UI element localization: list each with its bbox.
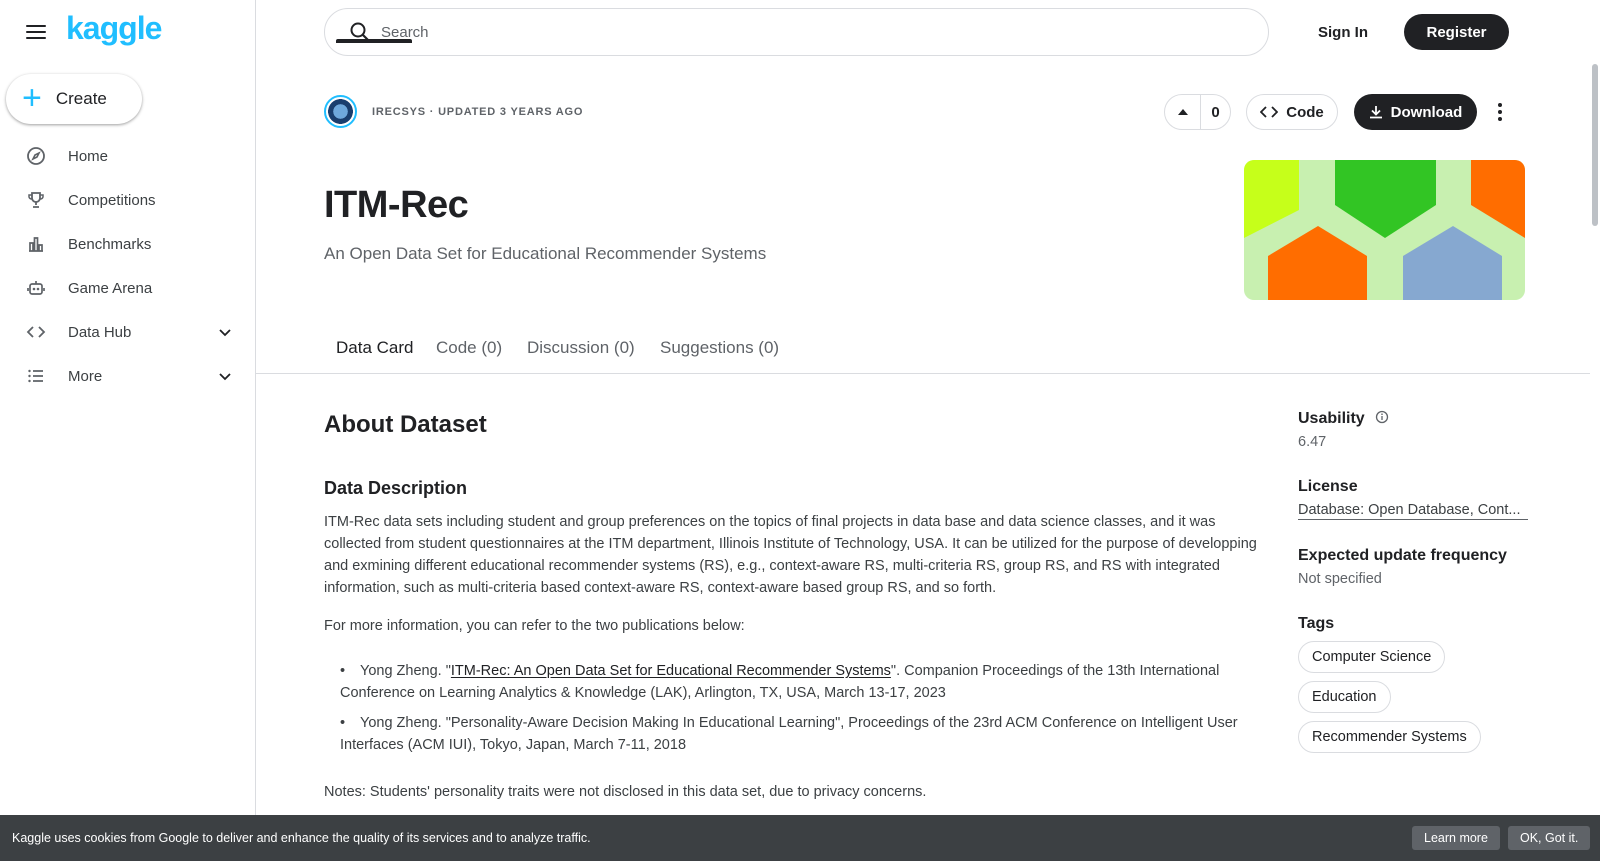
update-frequency-label: Expected update frequency	[1298, 547, 1507, 564]
license-label: License	[1298, 478, 1358, 495]
owner-meta: IRECSYS · UPDATED 3 YEARS AGO	[372, 106, 584, 118]
bar-chart-icon	[26, 234, 46, 254]
download-icon	[1369, 105, 1383, 119]
vote-control	[1164, 94, 1231, 130]
chevron-down-icon[interactable]	[217, 324, 233, 340]
trophy-icon	[26, 190, 46, 210]
chevron-down-icon[interactable]	[217, 368, 233, 384]
accept-cookies-button[interactable]: OK, Got it.	[1508, 826, 1590, 850]
sidebar-item-label: Benchmarks	[68, 235, 152, 253]
sidebar-item-home[interactable]	[0, 134, 255, 178]
publication-link[interactable]: ITM-Rec: An Open Data Set for Educational Recommender Systems	[450, 663, 891, 679]
sidebar-item-label: Game Arena	[68, 279, 153, 297]
download-button-label: Download	[1390, 103, 1463, 121]
sidebar-nav	[0, 134, 255, 398]
code-button-label: Code	[1286, 103, 1324, 121]
usability-label-text: Usability	[1298, 410, 1365, 427]
ref-text: Yong Zheng. "Personality-Aware Decision Making In Educational Learning", Proceedings of the 23rd ACM Conference on Intelligent User Interfaces (ACM IUI), Tokyo, Japan, March 7-11, 2018	[340, 715, 1238, 753]
vote-count: 0	[1211, 103, 1220, 121]
publication-list	[340, 660, 1270, 764]
list-item: • Yong Zheng. "ITM-Rec: An Open Data Set for Educational Recommender Systems". Companion Proceedings of the 13th International Conference on Learning Analytics & Knowledge (LAK), Arlington, TX, USA, March 13-17, 2023	[340, 663, 1220, 701]
create-label: Create	[55, 89, 107, 108]
sign-in-button[interactable]: Sign In	[1318, 23, 1368, 41]
compass-icon	[26, 146, 46, 166]
search-input[interactable]	[381, 24, 1181, 41]
publications-intro: For more information, you can refer to the two publications below:	[324, 618, 745, 634]
hamburger-menu-icon[interactable]	[22, 18, 50, 46]
tab-code[interactable]: Code (0)	[436, 338, 503, 357]
download-button[interactable]	[1354, 94, 1477, 130]
kaggle-logo[interactable]: kaggle	[66, 10, 162, 46]
tag-chip[interactable]: Computer Science	[1298, 641, 1445, 673]
sidebar-item-data-hub[interactable]	[0, 310, 255, 354]
more-options-icon[interactable]	[1490, 97, 1510, 127]
page-title: ITM-Rec	[324, 184, 469, 226]
license-section	[1298, 478, 1528, 520]
update-frequency-value: Not specified	[1298, 571, 1382, 587]
learn-more-button[interactable]: Learn more	[1412, 826, 1500, 850]
owner-avatar[interactable]	[324, 95, 357, 128]
tags-section	[1298, 615, 1528, 753]
description-paragraph: ITM-Rec data sets including student and group preferences on the topics of final projects in data base and data science classes, and it was collected from student questionnaires at the ITM department, Illinois Institute of Technology, USA. It can be utilized for the purpose of developping and exmining different educational recommender systems (RS), e.g., context-aware RS, multi-criteria RS, group RS, and RS with integrated information, such as multi-criteria based context-aware RS, context-aware based group RS, and so forth.	[324, 514, 1257, 596]
active-tab-indicator	[336, 39, 412, 43]
usability-section	[1298, 410, 1528, 450]
sidebar-item-label: Data Hub	[68, 323, 132, 341]
section-heading: Data Description	[324, 478, 468, 498]
tags-label: Tags	[1298, 615, 1335, 632]
page-subtitle: An Open Data Set for Educational Recommender Systems	[324, 244, 767, 263]
create-button[interactable]	[6, 74, 142, 124]
tag-chip[interactable]: Recommender Systems	[1298, 721, 1481, 753]
sidebar-item-label: Home	[68, 147, 109, 165]
sidebar-item-more[interactable]	[0, 354, 255, 398]
sidebar	[0, 0, 256, 861]
code-button[interactable]	[1246, 94, 1338, 130]
register-button[interactable]: Register	[1404, 14, 1509, 50]
update-frequency-section	[1298, 547, 1528, 587]
tab-suggestions[interactable]: Suggestions (0)	[660, 338, 780, 357]
usability-label	[1298, 410, 1528, 428]
plus-icon: +	[22, 79, 42, 117]
usability-value: 6.47	[1298, 434, 1327, 450]
code-icon	[1260, 105, 1278, 119]
license-link[interactable]: Database: Open Database, Cont...	[1298, 502, 1528, 520]
sidebar-item-game-arena[interactable]	[0, 266, 255, 310]
cookie-text: Kaggle uses cookies from Google to deliver and enhance the quality of its services and to analyze traffic.	[12, 831, 591, 845]
info-icon[interactable]	[1375, 410, 1389, 424]
tab-bar	[256, 330, 1590, 374]
sidebar-item-label: Competitions	[68, 191, 156, 209]
scrollbar-thumb[interactable]	[1592, 64, 1598, 226]
upvote-button[interactable]	[1165, 95, 1201, 129]
cookie-banner	[0, 815, 1600, 861]
sidebar-item-competitions[interactable]	[0, 178, 255, 222]
notes-paragraph: Notes: Students' personality traits were not disclosed in this data set, due to privacy concerns.	[324, 784, 927, 800]
tag-chip[interactable]: Education	[1298, 681, 1391, 713]
arrow-up-icon	[1177, 107, 1189, 117]
list-icon	[26, 366, 46, 386]
about-heading: About Dataset	[324, 411, 487, 438]
search-bar[interactable]	[324, 8, 1269, 56]
ref-prefix: Yong Zheng. "	[360, 663, 451, 679]
ref-suffix: ". Companion Proceedings of the 13th International Conference on Learning Analytics & Knowledge (LAK), Arlington, TX, USA, March 13-17, 2023	[340, 663, 1220, 701]
tab-data-card[interactable]: Data Card	[336, 338, 414, 357]
sidebar-item-benchmarks[interactable]	[0, 222, 255, 266]
tab-discussion[interactable]: Discussion (0)	[527, 338, 635, 357]
robot-icon	[26, 278, 46, 298]
sidebar-item-label: More	[68, 367, 103, 385]
dataset-cover-image	[1244, 160, 1525, 300]
list-item: • Yong Zheng. "Personality-Aware Decision Making In Educational Learning", Proceedings of the 23rd ACM Conference on Intelligent User Interfaces (ACM IUI), Tokyo, Japan, March 7-11, 2018	[340, 715, 1238, 753]
code-icon	[26, 322, 46, 342]
